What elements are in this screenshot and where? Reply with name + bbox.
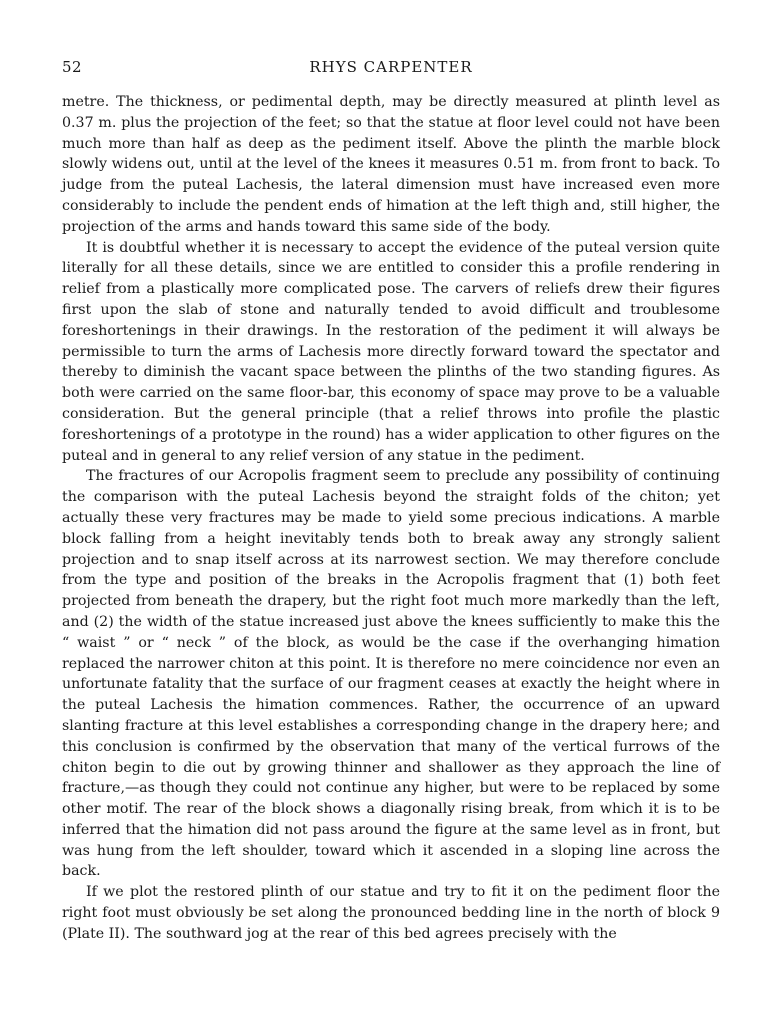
paragraph-1: metre. The thickness, or pedimental depth, may be directly measured at plinth level as 0.37 m. plus the projection of the feet; so that the statue at floor level could not have been much more than half as deep as the pediment itself. Above the plinth the marble block slowly widens out, until at the level of the knees it measures 0.51 m. from front to back. To judge from the puteal Lachesis, the lateral dimension must have increased even more considerably to include the pendent ends of himation at the left thigh and, still higher, the projection of the arms and hands toward this same side of the body. [62,94,720,235]
paragraph-4: If we plot the restored plinth of our statue and try to fit it on the pediment floor the right foot must obviously be set along the pronounced bedding line in the north of block 9 (Plate II). The southward jog at the rear of this bed agrees precisely with the [62,884,720,942]
document-page [62,58,720,945]
paragraph-2: It is doubtful whether it is necessary to accept the evidence of the puteal version quite literally for all these details, since we are entitled to consider this a profile rendering in relief from a plastically more complicated pose. The carvers of reliefs drew their figures first upon the slab of stone and naturally tended to avoid difficult and troublesome foreshortenings in their drawings. In the restoration of the pediment it will always be permissible to turn the arms of Lachesis more directly forward toward the spectator and thereby to diminish the vacant space between the plinths of the two standing figures. As both were carried on the same floor-bar, this economy of space may prove to be a valuable consideration. But the general principle (that a relief throws into profile the plastic foreshortenings of a prototype in the round) has a wider application to other figures on the puteal and in general to any relief version of any statue in the pediment. [62,239,720,464]
page-number: 52 [62,58,83,76]
body-text [62,92,720,945]
running-header [62,58,720,80]
running-title: RHYS CARPENTER [309,58,473,76]
paragraph-3: The fractures of our Acropolis fragment seem to preclude any possibility of continuing the comparison with the puteal Lachesis beyond the straight folds of the chiton; yet actually these very fractures may be made to yield some precious indications. A marble block falling from a height inevitably tends both to break away any strongly salient projection and to snap itself across at its narrowest section. We may therefore conclude from the type and position of the breaks in the Acropolis fragment that (1) both feet projected from beneath the drapery, but the right foot much more markedly than the left, and (2) the width of the statue increased just above the knees sufficiently to make this the “ waist ” or “ neck ” of the block, as would be the case if the overhanging himation replaced the narrower chiton at this point. It is therefore no mere coincidence nor even an unfortunate fatality that the surface of our fragment ceases at exactly the height where in the puteal Lachesis the himation commences. Rather, the occurrence of an upward slanting fracture at this level establishes a corresponding change in the drapery here; and this conclusion is confirmed by the observation that many of the vertical furrows of the chiton begin to die out by growing thinner and shallower as they approach the line of fracture,—as though they could not continue any higher, but were to be replaced by some other motif. The rear of the block shows a diagonally rising break, from which it is to be inferred that the himation did not pass around the figure at the same level as in front, but was hung from the left shoulder, toward which it ascended in a sloping line across the back. [62,468,720,880]
